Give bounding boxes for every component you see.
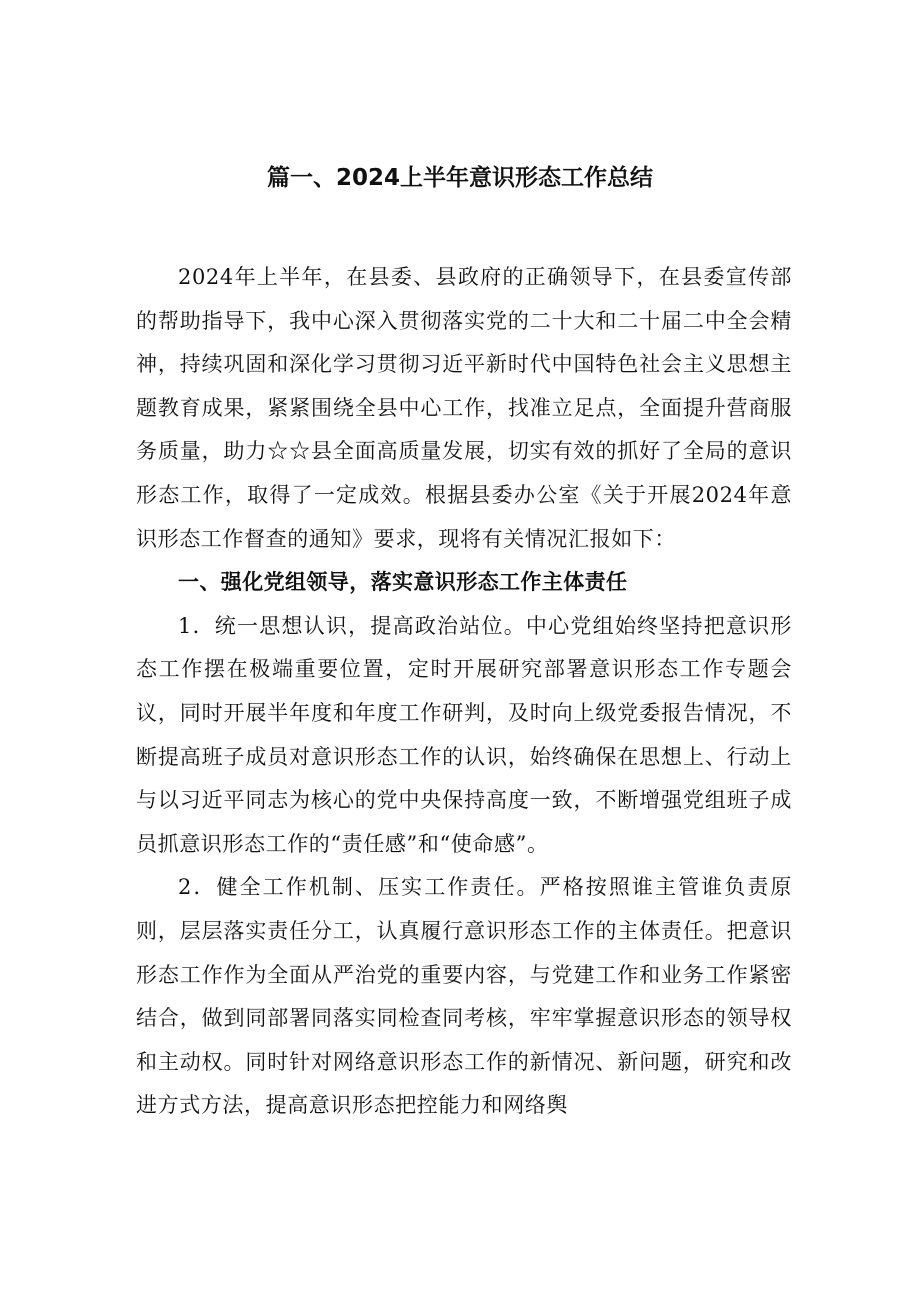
item-paragraph-2: 2．健全工作机制、压实工作责任。严格按照谁主管谁负责原则，层层落实责任分工，认真履行意识形态工作的主体责任。把意识形态工作作为全面从严治党的重要内容，与党建工作和业务工作紧密结合，做到同部署同落实同检查同考核，牢牢掌握意识形态的领导权和主动权。同时针对网络意识形态工作的新情况、新问题，研究和改进方式方法，提高意识形态把控能力和网络舆 xyxy=(136,875,792,1118)
section-heading-1: 一、强化党组领导，落实意识形态工作主体责任 xyxy=(178,570,628,595)
item-paragraph-1: 1．统一思想认识，提高政治站位。中心党组始终坚持把意识形态工作摆在极端重要位置，定时开展研究部署意识形态工作专题会议，同时开展半年度和年度工作研判，及时向上级党委报告情况，不断提高班子成员对意识形态工作的认识，始终确保在思想上、行动上与以习近平同志为核心的党中央保持高度一致，不断增强党组班子成员抓意识形态工作的“责任感”和“使命感”。 xyxy=(136,613,792,856)
document-title: 篇一、2024上半年意识形态工作总结 xyxy=(266,165,653,191)
document-body xyxy=(136,256,792,1128)
intro-paragraph: 2024年上半年，在县委、县政府的正确领导下，在县委宣传部的帮助指导下，我中心深入贯彻落实党的二十大和二十届二中全会精神，持续巩固和深化学习贯彻习近平新时代中国特色社会主义思想主题教育成果，紧紧围绕全县中心工作，找准立足点，全面提升营商服务质量，助力☆☆县全面高质量发展，切实有效的抓好了全局的意识形态工作，取得了一定成效。根据县委办公室《关于开展2024年意识形态工作督查的通知》要求，现将有关情况汇报如下： xyxy=(136,265,792,551)
